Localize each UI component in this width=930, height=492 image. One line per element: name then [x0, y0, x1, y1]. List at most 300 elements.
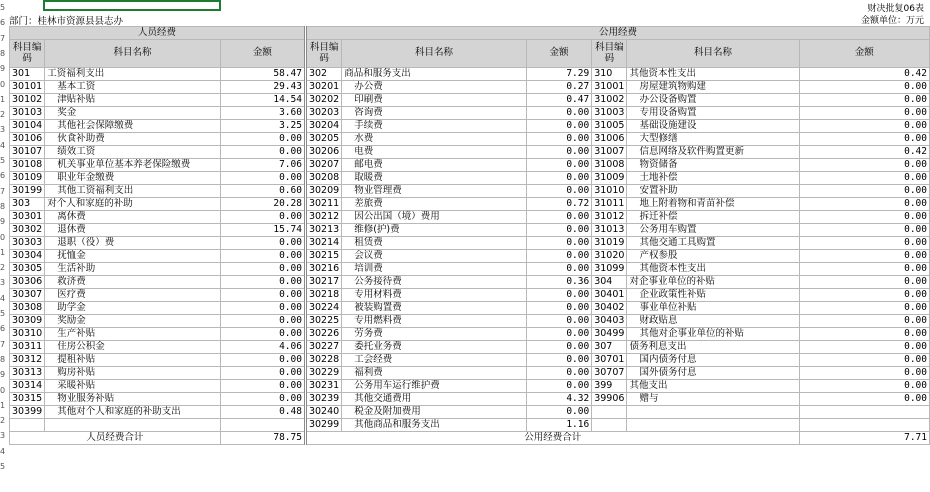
code-cell[interactable]: 31003 — [592, 107, 627, 120]
unit-label: 金额单位：万元 — [860, 16, 924, 26]
selected-cell[interactable] — [43, 0, 221, 11]
table-row — [10, 198, 930, 211]
name-cell[interactable]: 咨询费 — [342, 107, 527, 120]
name-cell[interactable]: 住房公积金 — [45, 341, 221, 354]
amount-cell[interactable]: 1.16 — [526, 419, 591, 432]
name-cell[interactable]: 职业年金缴费 — [45, 172, 221, 185]
name-cell[interactable]: 物业服务补贴 — [45, 393, 221, 406]
name-cell[interactable]: 差旅费 — [342, 198, 527, 211]
name-cell[interactable]: 办公费 — [342, 81, 527, 94]
amount-cell[interactable]: 0.00 — [799, 224, 929, 237]
row-number: 1 — [0, 247, 6, 257]
code-cell[interactable]: 30212 — [305, 211, 341, 224]
amount-cell[interactable]: 0.00 — [799, 276, 929, 289]
amount-cell[interactable]: 4.32 — [526, 393, 591, 406]
amount-cell[interactable]: 3.25 — [220, 120, 305, 133]
code-cell[interactable]: 303 — [10, 198, 45, 211]
table-row — [10, 354, 930, 367]
name-cell[interactable]: 水费 — [342, 133, 527, 146]
name-cell[interactable]: 国外债务付息 — [627, 367, 799, 380]
amount-cell[interactable]: 0.00 — [220, 289, 305, 302]
amount-cell[interactable]: 0.00 — [220, 211, 305, 224]
amount-cell[interactable]: 0.00 — [799, 107, 929, 120]
amount-cell[interactable]: 0.00 — [799, 237, 929, 250]
amount-cell[interactable]: 0.00 — [526, 120, 591, 133]
amount-cell[interactable]: 0.42 — [799, 146, 929, 159]
name-cell[interactable]: 其他交通费用 — [342, 393, 527, 406]
amount-cell[interactable]: 15.74 — [220, 224, 305, 237]
name-cell[interactable]: 奖励金 — [45, 315, 221, 328]
row-number: 5 — [0, 309, 6, 318]
code-cell[interactable]: 304 — [592, 276, 627, 289]
row-number: 6 — [0, 171, 6, 181]
code-cell[interactable]: 30314 — [10, 380, 45, 393]
amount-cell[interactable]: 0.00 — [799, 198, 929, 211]
amount-cell[interactable]: 0.36 — [526, 276, 591, 289]
code-cell[interactable]: 39906 — [592, 393, 627, 406]
code-cell[interactable]: 31099 — [592, 263, 627, 276]
code-cell[interactable]: 30201 — [305, 81, 341, 94]
amount-cell[interactable]: 0.00 — [526, 354, 591, 367]
code-cell[interactable]: 31002 — [592, 94, 627, 107]
amount-cell[interactable]: 0.00 — [799, 380, 929, 393]
code-cell[interactable]: 30218 — [305, 289, 341, 302]
name-cell[interactable]: 基础设施建设 — [627, 120, 799, 133]
table-row — [10, 237, 930, 250]
name-cell[interactable]: 其他社会保障缴费 — [45, 120, 221, 133]
code-cell[interactable]: 31007 — [592, 146, 627, 159]
name-cell[interactable]: 国内债务付息 — [627, 354, 799, 367]
name-cell[interactable]: 抚恤金 — [45, 250, 221, 263]
name-cell[interactable]: 财政贴息 — [627, 315, 799, 328]
table-row — [10, 276, 930, 289]
personnel-total-label: 人员经费合计 — [10, 432, 221, 445]
name-cell[interactable]: 退职（役）费 — [45, 237, 221, 250]
amount-cell[interactable]: 0.00 — [220, 302, 305, 315]
code-cell[interactable]: 30305 — [10, 263, 45, 276]
name-cell[interactable]: 取暖费 — [342, 172, 527, 185]
name-cell[interactable]: 物业管理费 — [342, 185, 527, 198]
code-cell[interactable]: 30239 — [305, 393, 341, 406]
amount-cell[interactable]: 20.28 — [220, 198, 305, 211]
code-cell[interactable] — [592, 419, 627, 432]
name-cell[interactable]: 公务用车购置 — [627, 224, 799, 237]
name-cell[interactable]: 公务接待费 — [342, 276, 527, 289]
amount-cell[interactable]: 0.00 — [799, 81, 929, 94]
code-cell[interactable]: 30103 — [10, 107, 45, 120]
code-cell[interactable]: 30226 — [305, 328, 341, 341]
code-cell[interactable]: 30401 — [592, 289, 627, 302]
name-cell[interactable]: 商品和服务支出 — [342, 68, 527, 81]
name-cell[interactable]: 债务利息支出 — [627, 341, 799, 354]
personnel-group-header: 人员经费 — [10, 27, 306, 40]
code-cell[interactable]: 301 — [10, 68, 45, 81]
code-cell[interactable]: 31006 — [592, 133, 627, 146]
name-cell[interactable]: 生产补贴 — [45, 328, 221, 341]
amount-cell[interactable]: 0.00 — [799, 289, 929, 302]
name-cell[interactable]: 培训费 — [342, 263, 527, 276]
table-row — [10, 406, 930, 419]
code-cell[interactable]: 30203 — [305, 107, 341, 120]
name-cell[interactable]: 绩效工资 — [45, 146, 221, 159]
amount-cell[interactable]: 0.00 — [220, 250, 305, 263]
code-cell[interactable]: 30225 — [305, 315, 341, 328]
amount-cell[interactable] — [799, 419, 929, 432]
report-title: 财决批复06表 — [867, 4, 924, 14]
name-cell[interactable]: 地上附着物和青苗补偿 — [627, 198, 799, 211]
name-cell[interactable]: 土地补偿 — [627, 172, 799, 185]
amount-cell[interactable]: 0.00 — [799, 185, 929, 198]
public-total-amount: 7.71 — [799, 432, 929, 445]
amount-cell[interactable]: 4.06 — [220, 341, 305, 354]
amount-cell[interactable]: 0.00 — [799, 328, 929, 341]
amount-cell[interactable]: 0.00 — [526, 250, 591, 263]
code-cell[interactable]: 30240 — [305, 406, 341, 419]
code-cell[interactable]: 30107 — [10, 146, 45, 159]
department-label: 部门：桂林市资源县县志办 — [9, 16, 124, 27]
code-cell[interactable]: 31009 — [592, 172, 627, 185]
name-cell[interactable]: 信息网络及软件购置更新 — [627, 146, 799, 159]
amount-cell[interactable]: 0.00 — [799, 250, 929, 263]
name-cell[interactable]: 工会经费 — [342, 354, 527, 367]
name-cell[interactable]: 办公设备购置 — [627, 94, 799, 107]
name-cell[interactable]: 被装购置费 — [342, 302, 527, 315]
name-cell[interactable]: 其他对个人和家庭的补助支出 — [45, 406, 221, 419]
table-row — [10, 81, 930, 94]
amount-cell[interactable]: 0.00 — [220, 172, 305, 185]
name-cell[interactable]: 事业单位补贴 — [627, 302, 799, 315]
code-cell[interactable]: 30205 — [305, 133, 341, 146]
code-cell[interactable]: 30108 — [10, 159, 45, 172]
group-header-row — [10, 27, 930, 40]
amount-cell[interactable]: 0.00 — [526, 224, 591, 237]
amount-cell[interactable]: 0.00 — [220, 237, 305, 250]
code-cell[interactable]: 30215 — [305, 250, 341, 263]
amount-cell[interactable]: 0.00 — [220, 315, 305, 328]
code-cell[interactable]: 31020 — [592, 250, 627, 263]
code-cell[interactable]: 30315 — [10, 393, 45, 406]
code-cell[interactable]: 399 — [592, 380, 627, 393]
amount-cell[interactable]: 0.00 — [220, 146, 305, 159]
row-number: 8 — [0, 48, 6, 58]
amount-cell[interactable]: 0.00 — [526, 146, 591, 159]
amount-cell[interactable]: 0.00 — [220, 263, 305, 276]
code-cell[interactable]: 30399 — [10, 406, 45, 419]
row-number: 5 — [0, 3, 6, 12]
amount-cell[interactable]: 0.00 — [526, 302, 591, 315]
code-cell[interactable]: 30313 — [10, 367, 45, 380]
code-cell[interactable]: 30402 — [592, 302, 627, 315]
code-cell[interactable]: 30701 — [592, 354, 627, 367]
name-cell[interactable]: 退休费 — [45, 224, 221, 237]
name-cell[interactable]: 工资福利支出 — [45, 68, 221, 81]
name-cell[interactable]: 对企事业单位的补贴 — [627, 276, 799, 289]
code-cell[interactable]: 30214 — [305, 237, 341, 250]
amount-cell[interactable]: 0.00 — [220, 354, 305, 367]
amount-cell[interactable]: 0.00 — [799, 159, 929, 172]
row-number: 8 — [0, 201, 6, 211]
code-cell[interactable]: 30228 — [305, 354, 341, 367]
code-cell[interactable]: 30217 — [305, 276, 341, 289]
code-cell[interactable]: 30309 — [10, 315, 45, 328]
name-cell[interactable]: 其他商品和服务支出 — [342, 419, 527, 432]
name-cell[interactable]: 印刷费 — [342, 94, 527, 107]
amount-cell[interactable]: 58.47 — [220, 68, 305, 81]
table-row — [10, 367, 930, 380]
name-cell[interactable]: 津贴补贴 — [45, 94, 221, 107]
name-cell[interactable]: 机关事业单位基本养老保险缴费 — [45, 159, 221, 172]
code-cell[interactable]: 310 — [592, 68, 627, 81]
amount-cell[interactable]: 7.06 — [220, 159, 305, 172]
row-number: 3 — [0, 125, 6, 135]
row-number: 0 — [0, 385, 6, 395]
amount-cell[interactable]: 0.00 — [526, 211, 591, 224]
amount-cell[interactable]: 0.00 — [526, 133, 591, 146]
code-cell[interactable]: 30299 — [305, 419, 341, 432]
personnel-total-amount: 78.75 — [220, 432, 305, 445]
table-row — [10, 224, 930, 237]
name-cell[interactable]: 企业政策性补贴 — [627, 289, 799, 302]
row-number: 7 — [0, 33, 6, 43]
code-cell[interactable]: 30302 — [10, 224, 45, 237]
amount-cell[interactable]: 0.00 — [799, 341, 929, 354]
amount-cell[interactable]: 0.00 — [526, 107, 591, 120]
amount-cell[interactable]: 0.00 — [526, 380, 591, 393]
code-cell[interactable]: 30312 — [10, 354, 45, 367]
code-cell[interactable] — [10, 419, 45, 432]
table-row — [10, 419, 930, 432]
name-cell[interactable]: 专用材料费 — [342, 289, 527, 302]
code-cell[interactable]: 30231 — [305, 380, 341, 393]
code-cell[interactable]: 30207 — [305, 159, 341, 172]
name-cell[interactable]: 电费 — [342, 146, 527, 159]
amount-cell[interactable]: 3.60 — [220, 107, 305, 120]
name-cell[interactable]: 专用设备购置 — [627, 107, 799, 120]
code-cell[interactable]: 30204 — [305, 120, 341, 133]
amount-cell[interactable]: 0.00 — [526, 341, 591, 354]
code-cell[interactable]: 30206 — [305, 146, 341, 159]
code-cell[interactable]: 30304 — [10, 250, 45, 263]
amount-cell[interactable]: 0.00 — [799, 263, 929, 276]
name-cell[interactable]: 生活补助 — [45, 263, 221, 276]
amount-cell[interactable]: 0.00 — [526, 328, 591, 341]
code-cell[interactable]: 31019 — [592, 237, 627, 250]
code-cell[interactable]: 30707 — [592, 367, 627, 380]
amount-cell[interactable]: 0.00 — [799, 393, 929, 406]
name-cell[interactable]: 公务用车运行维护费 — [342, 380, 527, 393]
table-row — [10, 107, 930, 120]
name-cell[interactable] — [627, 406, 799, 419]
code-cell[interactable]: 30499 — [592, 328, 627, 341]
amount-cell[interactable]: 0.00 — [526, 263, 591, 276]
amount-cell[interactable]: 0.00 — [220, 328, 305, 341]
code-cell[interactable]: 30104 — [10, 120, 45, 133]
amount-cell[interactable]: 0.00 — [799, 94, 929, 107]
code-cell[interactable]: 30403 — [592, 315, 627, 328]
amount-cell[interactable]: 0.00 — [526, 237, 591, 250]
code-cell[interactable]: 30199 — [10, 185, 45, 198]
name-cell[interactable]: 其他工资福利支出 — [45, 185, 221, 198]
name-cell[interactable]: 物资储备 — [627, 159, 799, 172]
code-cell[interactable]: 30202 — [305, 94, 341, 107]
table-row — [10, 185, 930, 198]
name-cell[interactable]: 医疗费 — [45, 289, 221, 302]
name-cell[interactable]: 伙食补助费 — [45, 133, 221, 146]
code-cell[interactable]: 31013 — [592, 224, 627, 237]
amount-cell[interactable]: 0.00 — [526, 172, 591, 185]
code-cell[interactable]: 30213 — [305, 224, 341, 237]
col-name-1: 科目名称 — [45, 40, 221, 68]
code-cell[interactable]: 30208 — [305, 172, 341, 185]
amount-cell[interactable]: 14.54 — [220, 94, 305, 107]
table-row — [10, 68, 930, 81]
name-cell[interactable]: 奖金 — [45, 107, 221, 120]
name-cell[interactable]: 维修(护)费 — [342, 224, 527, 237]
name-cell[interactable]: 赠与 — [627, 393, 799, 406]
name-cell[interactable]: 救济费 — [45, 276, 221, 289]
code-cell[interactable]: 30101 — [10, 81, 45, 94]
code-cell[interactable]: 30307 — [10, 289, 45, 302]
amount-cell[interactable]: 0.00 — [526, 159, 591, 172]
name-cell[interactable]: 会议费 — [342, 250, 527, 263]
row-number: 9 — [0, 217, 6, 227]
col-code-3: 科目编码 — [592, 40, 627, 68]
amount-cell[interactable]: 0.00 — [220, 367, 305, 380]
amount-cell[interactable]: 0.00 — [799, 211, 929, 224]
row-number: 9 — [0, 64, 6, 74]
amount-cell[interactable]: 0.00 — [799, 315, 929, 328]
name-cell[interactable]: 其他资本性支出 — [627, 263, 799, 276]
code-cell[interactable]: 30229 — [305, 367, 341, 380]
amount-cell[interactable]: 0.00 — [799, 354, 929, 367]
name-cell[interactable] — [45, 419, 221, 432]
code-cell[interactable]: 30102 — [10, 94, 45, 107]
code-cell[interactable]: 31011 — [592, 198, 627, 211]
name-cell[interactable]: 福利费 — [342, 367, 527, 380]
table-row — [10, 159, 930, 172]
name-cell[interactable]: 助学金 — [45, 302, 221, 315]
name-cell[interactable]: 委托业务费 — [342, 341, 527, 354]
name-cell[interactable]: 基本工资 — [45, 81, 221, 94]
code-cell[interactable]: 302 — [305, 68, 341, 81]
amount-cell[interactable]: 0.00 — [526, 367, 591, 380]
name-cell[interactable]: 采暖补贴 — [45, 380, 221, 393]
row-number: 4 — [0, 446, 6, 456]
amount-cell[interactable]: 0.00 — [799, 302, 929, 315]
name-cell[interactable]: 购房补贴 — [45, 367, 221, 380]
code-cell[interactable]: 30301 — [10, 211, 45, 224]
amount-cell[interactable]: 0.48 — [220, 406, 305, 419]
amount-cell[interactable]: 0.00 — [526, 315, 591, 328]
name-cell[interactable]: 房屋建筑物购建 — [627, 81, 799, 94]
code-cell[interactable]: 30224 — [305, 302, 341, 315]
code-cell[interactable]: 31001 — [592, 81, 627, 94]
code-cell[interactable]: 30303 — [10, 237, 45, 250]
row-number: 1 — [0, 94, 6, 104]
col-code-2: 科目编码 — [305, 40, 341, 68]
name-cell[interactable]: 税金及附加费用 — [342, 406, 527, 419]
name-cell[interactable]: 其他对企事业单位的补贴 — [627, 328, 799, 341]
table-row — [10, 94, 930, 107]
name-cell[interactable]: 对个人和家庭的补助 — [45, 198, 221, 211]
table-row — [10, 393, 930, 406]
amount-cell[interactable]: 0.00 — [526, 185, 591, 198]
name-cell[interactable]: 离休费 — [45, 211, 221, 224]
name-cell[interactable]: 租赁费 — [342, 237, 527, 250]
name-cell[interactable]: 安置补助 — [627, 185, 799, 198]
amount-cell[interactable]: 0.00 — [799, 367, 929, 380]
row-number: 0 — [0, 79, 6, 89]
code-cell[interactable]: 30209 — [305, 185, 341, 198]
amount-cell[interactable]: 0.00 — [220, 380, 305, 393]
amount-cell[interactable]: 0.27 — [526, 81, 591, 94]
name-cell[interactable]: 专用燃料费 — [342, 315, 527, 328]
amount-cell[interactable] — [220, 419, 305, 432]
amount-cell[interactable]: 0.00 — [526, 289, 591, 302]
code-cell[interactable]: 30106 — [10, 133, 45, 146]
name-cell[interactable] — [627, 419, 799, 432]
amount-cell[interactable]: 0.00 — [526, 406, 591, 419]
amount-cell[interactable]: 0.00 — [220, 133, 305, 146]
name-cell[interactable]: 提租补贴 — [45, 354, 221, 367]
code-cell[interactable]: 30310 — [10, 328, 45, 341]
amount-cell[interactable]: 0.00 — [220, 276, 305, 289]
code-cell[interactable]: 31008 — [592, 159, 627, 172]
name-cell[interactable]: 产权参股 — [627, 250, 799, 263]
amount-cell[interactable]: 0.72 — [526, 198, 591, 211]
amount-cell[interactable]: 0.47 — [526, 94, 591, 107]
row-number: 6 — [0, 18, 6, 28]
amount-cell[interactable]: 0.00 — [220, 393, 305, 406]
table-row — [10, 146, 930, 159]
name-cell[interactable]: 其他支出 — [627, 380, 799, 393]
table-row — [10, 315, 930, 328]
name-cell[interactable]: 大型修缮 — [627, 133, 799, 146]
code-cell[interactable] — [592, 406, 627, 419]
amount-cell[interactable]: 0.00 — [799, 133, 929, 146]
amount-cell[interactable]: 0.60 — [220, 185, 305, 198]
name-cell[interactable]: 其他资本性支出 — [627, 68, 799, 81]
code-cell[interactable]: 31005 — [592, 120, 627, 133]
name-cell[interactable]: 劳务费 — [342, 328, 527, 341]
col-name-2: 科目名称 — [342, 40, 527, 68]
code-cell[interactable]: 30306 — [10, 276, 45, 289]
row-number: 7 — [0, 339, 6, 349]
name-cell[interactable]: 邮电费 — [342, 159, 527, 172]
code-cell[interactable]: 30109 — [10, 172, 45, 185]
code-cell[interactable]: 30211 — [305, 198, 341, 211]
amount-cell[interactable] — [799, 406, 929, 419]
code-cell[interactable]: 30216 — [305, 263, 341, 276]
code-cell[interactable]: 307 — [592, 341, 627, 354]
name-cell[interactable]: 因公出国（境）费用 — [342, 211, 527, 224]
code-cell[interactable]: 30311 — [10, 341, 45, 354]
name-cell[interactable]: 手续费 — [342, 120, 527, 133]
amount-cell[interactable]: 0.00 — [799, 120, 929, 133]
code-cell[interactable]: 31010 — [592, 185, 627, 198]
code-cell[interactable]: 30308 — [10, 302, 45, 315]
code-cell[interactable]: 30227 — [305, 341, 341, 354]
code-cell[interactable]: 31012 — [592, 211, 627, 224]
row-number: 4 — [0, 293, 6, 303]
name-cell[interactable]: 拆迁补偿 — [627, 211, 799, 224]
col-code-1: 科目编码 — [10, 40, 45, 68]
amount-cell[interactable]: 7.29 — [526, 68, 591, 81]
amount-cell[interactable]: 0.00 — [799, 172, 929, 185]
amount-cell[interactable]: 0.42 — [799, 68, 929, 81]
name-cell[interactable]: 其他交通工具购置 — [627, 237, 799, 250]
amount-cell[interactable]: 29.43 — [220, 81, 305, 94]
